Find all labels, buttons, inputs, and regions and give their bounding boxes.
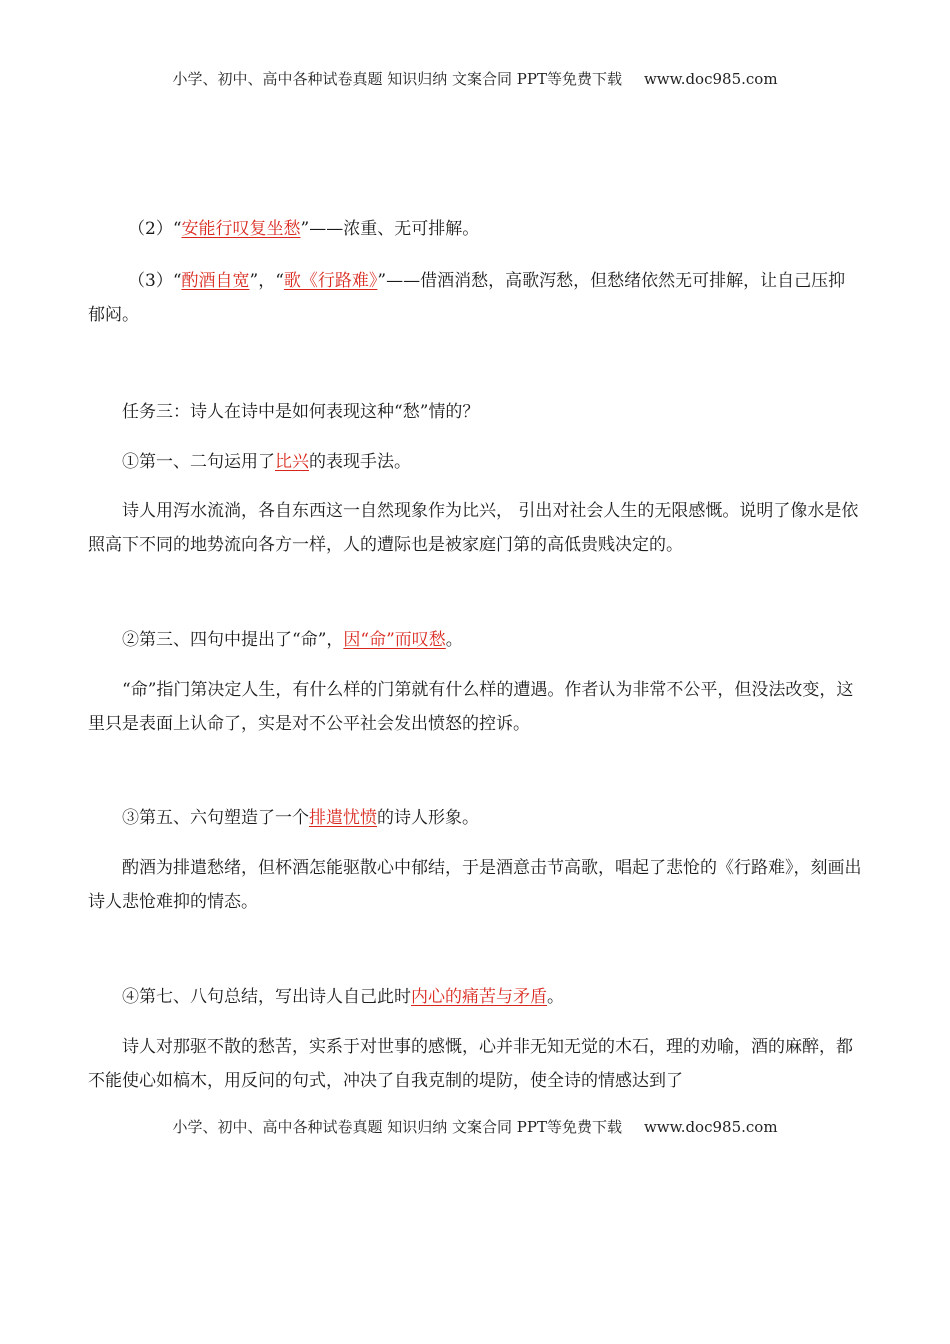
item-3-middle: ”，“ (249, 271, 284, 291)
item-3-suffix: ”——借酒消愁，高歌泻愁，但愁绪依然无可排解，让自己压抑郁闷。 (88, 271, 846, 325)
point-4-heading (88, 980, 862, 1014)
task-3-question: 任务三：诗人在诗中是如何表现这种“愁”情的？ (122, 402, 480, 422)
point-1-heading (88, 445, 862, 479)
item-2 (88, 212, 862, 246)
item-2-answer: 安能行叹复坐愁 (181, 219, 301, 239)
point-2-heading (88, 623, 862, 657)
point-4-answer: 内心的痛苦与矛盾 (411, 987, 547, 1007)
point-2-answer: 因“命”而叹愁 (343, 630, 446, 650)
point-3-answer: 排遣忧愤 (309, 808, 377, 828)
footer-text: 小学、初中、高中各种试卷真题 知识归纳 文案合同 PPT等免费下载 (172, 1118, 622, 1136)
item-3-answer-1: 酌酒自宽 (181, 271, 250, 291)
item-2-suffix: ”——浓重、无可排解。 (300, 219, 480, 239)
point-1-explanation: 诗人用泻水流淌，各自东西这一自然现象作为比兴， 引出对社会人生的无限感慨。说明了像水是依照高下不同的地势流向各方一样，人的遭际也是被家庭门第的高低贵贱决定的。 (88, 501, 859, 555)
item-3-answer-2: 歌《行路难》 (283, 271, 378, 291)
header-url[interactable]: www.doc985.com (643, 70, 778, 88)
point-1-suffix: 的表现手法。 (309, 452, 411, 472)
page-header (0, 68, 950, 89)
header-text: 小学、初中、高中各种试卷真题 知识归纳 文案合同 PPT等免费下载 (172, 70, 622, 88)
point-3-explanation: 酌酒为排遣愁绪，但杯酒怎能驱散心中郁结，于是酒意击节高歌，唱起了悲怆的《行路难》，刻画出诗人悲怆难抑的情态。 (88, 858, 862, 912)
point-4-suffix: 。 (547, 987, 564, 1007)
item-2-prefix: （2）“ (128, 219, 182, 239)
point-4-prefix: ④第七、八句总结，写出诗人自己此时 (122, 987, 411, 1007)
page-footer (0, 1116, 950, 1137)
item-3 (88, 264, 862, 332)
point-2-prefix: ②第三、四句中提出了“命”， (122, 630, 344, 650)
point-3-heading (88, 801, 862, 835)
point-2-suffix: 。 (445, 630, 463, 650)
point-4-explanation: 诗人对那驱不散的愁苦，实系于对世事的感慨，心并非无知无觉的木石，理的劝喻，酒的麻醉，都不能使心如槁木，用反问的句式，冲决了自我克制的堤防，使全诗的情感达到了 (88, 1037, 853, 1091)
point-2-explanation: “命”指门第决定人生，有什么样的门第就有什么样的遭遇。作者认为非常不公平，但没法改变，这里只是表面上认命了，实是对不公平社会发出愤怒的控诉。 (88, 680, 854, 734)
point-3-prefix: ③第五、六句塑造了一个 (122, 808, 309, 828)
footer-url[interactable]: www.doc985.com (643, 1118, 778, 1136)
point-1-answer: 比兴 (275, 452, 309, 472)
point-3-suffix: 的诗人形象。 (377, 808, 479, 828)
point-1-prefix: ①第一、二句运用了 (122, 452, 275, 472)
item-3-prefix: （3）“ (128, 271, 182, 291)
